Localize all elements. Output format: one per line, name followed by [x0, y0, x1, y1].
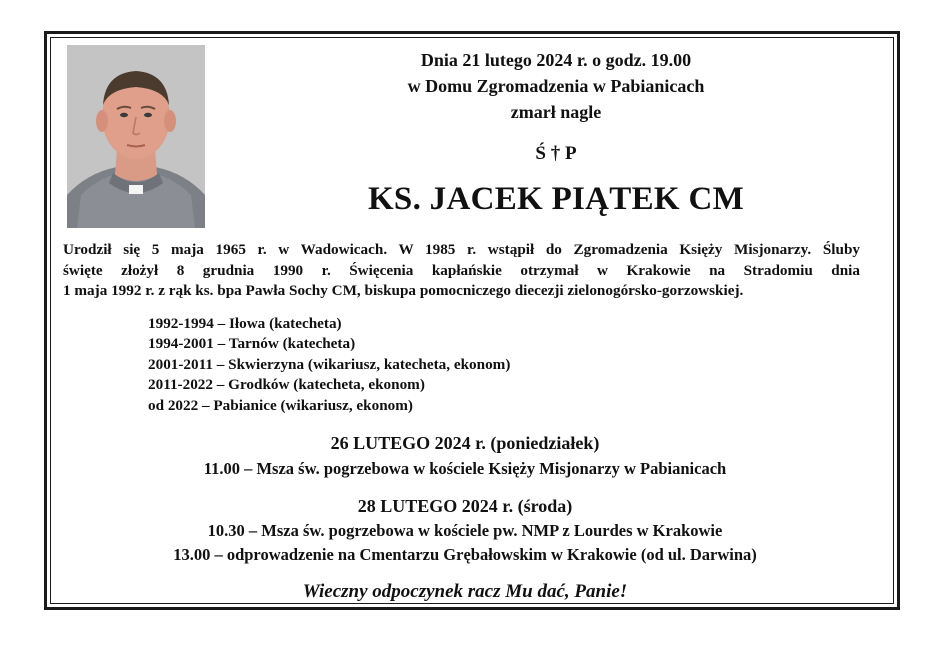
career-item: 1992-1994 – Iłowa (katecheta): [148, 315, 342, 332]
schedule-date-1: 26 LUTEGO 2024 r. (poniedziałek): [330, 433, 600, 453]
schedule-event-1-1: 11.00 – Msza św. pogrzebowa w kościele Księży Misjonarzy w Pabianicach: [203, 459, 727, 478]
portrait-illustration: [67, 45, 205, 228]
bio-line-3: 1 maja 1992 r. z rąk ks. bpa Pawła Sochy CM, biskupa pomocniczego diecezji zielonogórsko-gorzowskiej.: [63, 282, 744, 299]
career-item: 2011-2022 – Grodków (katecheta, ekonom): [148, 376, 425, 394]
cross-line: Ś † P: [535, 143, 577, 164]
header-died-line: zmarł nagle: [510, 102, 602, 122]
bio-line-2: święte złożył 8 grudnia 1990 r. Święcenia kapłańskie otrzymał w Krakowie na Stradomiu dnia: [63, 261, 860, 279]
bio-line-1: Urodził się 5 maja 1965 r. w Wadowicach. W 1985 r. wstąpił do Zgromadzenia Księży Misjonarzy. Śluby: [63, 241, 860, 258]
schedule-event-2-2: 13.00 – odprowadzenie na Cmentarzu Grębałowskim w Krakowie (od ul. Darwina): [173, 545, 757, 564]
biography: [63, 240, 860, 302]
career-item: 1994-2001 – Tarnów (katecheta): [148, 335, 356, 353]
career-item: od 2022 – Pabianice (wikariusz, ekonom): [148, 396, 413, 414]
header-place-line: w Domu Zgromadzenia w Pabianicach: [407, 76, 705, 96]
header-block: [258, 47, 854, 125]
schedule-date-2: 28 LUTEGO 2024 r. (środa): [357, 496, 573, 516]
deceased-name: KS. JACEK PIĄTEK CM: [367, 181, 745, 217]
career-item: 2001-2011 – Skwierzyna (wikariusz, katecheta, ekonom): [148, 355, 511, 373]
portrait-photo: [67, 45, 205, 228]
closing-prayer: Wieczny odpoczynek racz Mu dać, Panie!: [302, 581, 628, 602]
career-list: [148, 314, 510, 416]
header-date-line: Dnia 21 lutego 2024 r. o godz. 19.00: [420, 50, 692, 70]
schedule-event-2-1: 10.30 – Msza św. pogrzebowa w kościele pw. NMP z Lourdes w Krakowie: [207, 521, 723, 540]
